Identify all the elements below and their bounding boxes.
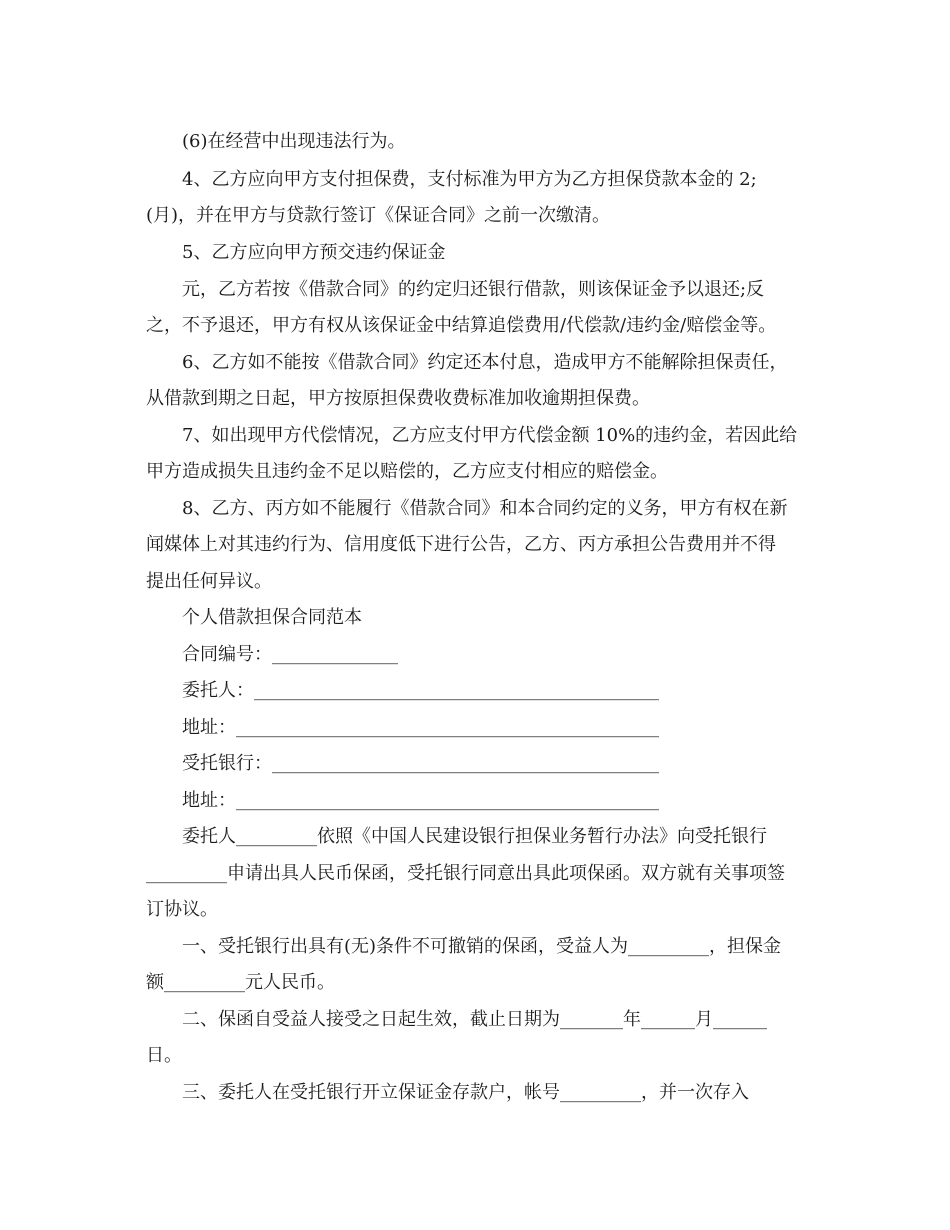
text-line: (月)，并在甲方与贷款行签订《保证合同》之前一次缴清。 bbox=[146, 205, 611, 226]
text-line: 闻媒体上对其违约行为、信用度低下进行公告，乙方、丙方承担公告费用并不得 bbox=[146, 534, 776, 555]
text-line: 二、保函自受益人接受之日起生效，截止日期为_______年______月______ bbox=[182, 1009, 767, 1030]
text-line: 额_________元人民币。 bbox=[146, 972, 335, 993]
trustee-bank-field: 受托银行：___________________________________________ bbox=[182, 753, 659, 774]
text-line: 甲方造成损失且违约金不足以赔偿的，乙方应支付相应的赔偿金。 bbox=[146, 461, 668, 482]
text-line: _________申请出具人民币保函，受托银行同意出具此项保函。双方就有关事项签 bbox=[146, 863, 785, 884]
text-line: 7、如出现甲方代偿情况，乙方应支付甲方代偿金额 10%的违约金，若因此给 bbox=[182, 425, 798, 446]
text-line: 委托人_________依照《中国人民建设银行担保业务暂行办法》向受托银行 bbox=[182, 826, 767, 847]
contract-number-field: 合同编号：______________ bbox=[182, 644, 398, 665]
text-line: 订协议。 bbox=[146, 899, 218, 920]
text-line: 5、乙方应向甲方预交违约保证金 bbox=[182, 242, 446, 263]
text-line: 8、乙方、丙方如不能履行《借款合同》和本合同约定的义务，甲方有权在新 bbox=[182, 498, 788, 519]
text-line: 元，乙方若按《借款合同》的约定归还银行借款，则该保证金予以退还;反 bbox=[182, 279, 765, 300]
principal-field: 委托人：_____________________________________________ bbox=[182, 680, 659, 701]
text-line: (6)在经营中出现违法行为。 bbox=[182, 131, 406, 152]
text-line: 从借款到期之日起，甲方按原担保费收费标准加收逾期担保费。 bbox=[146, 388, 650, 409]
section-title: 个人借款担保合同范本 bbox=[182, 607, 362, 628]
text-line: 6、乙方如不能按《借款合同》约定还本付息，造成甲方不能解除担保责任， bbox=[182, 352, 788, 373]
text-line: 之，不予退还，甲方有权从该保证金中结算追偿费用/代偿款/违约金/赔偿金等。 bbox=[146, 315, 777, 336]
text-line: 日。 bbox=[146, 1045, 182, 1066]
text-line: 一、受托银行出具有(无)条件不可撤销的保函，受益人为_________，担保金 bbox=[182, 936, 782, 957]
text-line: 4、乙方应向甲方支付担保费，支付标准为甲方为乙方担保贷款本金的 2; bbox=[182, 169, 757, 190]
address-field: 地址：_______________________________________________ bbox=[182, 790, 659, 811]
text-line: 三、委托人在受托银行开立保证金存款户，帐号_________，并一次存入 bbox=[182, 1082, 749, 1103]
text-line: 提出任何异议。 bbox=[146, 571, 272, 592]
address-field: 地址：_______________________________________________ bbox=[182, 717, 659, 738]
